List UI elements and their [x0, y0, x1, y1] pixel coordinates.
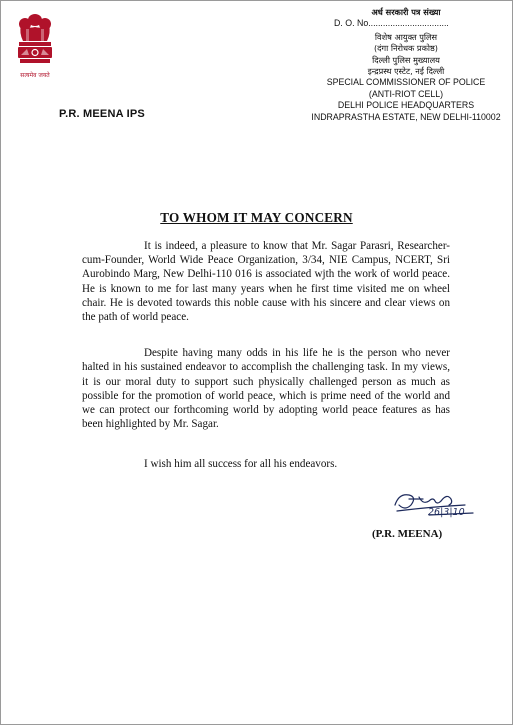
english-headquarters: DELHI POLICE HEADQUARTERS [337, 100, 475, 111]
emblem-motto: सत्यमेव जयते [20, 72, 50, 79]
paragraph-intro: It is indeed, a pleasure to know that Mr. Sagar Parasri, Researcher-cum-Founder, World Wide Peace Organization, 3/34, NIE Campus, NCERT, Sri Aurobindo Marg, New Delhi-110 016 is associated wjth the work of world peace. He is known to me for last many years when he first time visited me on wheel chair. He is devoted towards this noble cause with his sincere and clear views on the path of world peace. [82, 240, 450, 324]
handwritten-signature-icon [389, 483, 479, 528]
do-number: D. O. No................................. [334, 18, 449, 29]
english-cell: (ANTI-RIOT CELL) [368, 88, 444, 99]
english-designation: SPECIAL COMMISSIONER OF POLICE [326, 77, 486, 88]
letter-body [82, 239, 450, 472]
paragraph-wishes: I wish him all success for all his endeavors. [144, 458, 338, 471]
hindi-address: इन्द्रप्रस्थ एस्टेट, नई दिल्ली [367, 66, 445, 77]
hindi-cell: (दंगा निरोधक प्रकोष्ठ) [373, 43, 439, 54]
paragraph-support: Despite having many odds in his life he is the person who never halted in his sustained endeavor to accomplish the challenging task. In my views, it is our moral duty to support such physically challenged person as much as possible for the promotion of world peace, which is prime need of the world and we can protect our forthcoming world by adopting world peace features as has been highlighted by Mr. Sagar. [82, 347, 450, 431]
signature [389, 483, 479, 528]
hindi-designation: विशेष आयुक्त पुलिस [374, 31, 438, 42]
hindi-headquarters: दिल्ली पुलिस मुख्यालय [372, 54, 440, 65]
signatory-name: (P.R. MEENA) [372, 528, 443, 540]
english-address: INDRAPRASTHA ESTATE, NEW DELHI-110002 [311, 111, 501, 122]
govt-letter-label: अर्ध सरकारी पत्र संख्या [371, 7, 441, 17]
letterhead-address [306, 7, 506, 123]
signature-date: 26|3|10 [428, 507, 465, 518]
national-emblem [13, 11, 57, 81]
letter-title: TO WHOM IT MAY CONCERN [160, 210, 353, 225]
officer-name: P.R. MEENA IPS [59, 108, 145, 120]
national-emblem-icon [13, 11, 57, 71]
